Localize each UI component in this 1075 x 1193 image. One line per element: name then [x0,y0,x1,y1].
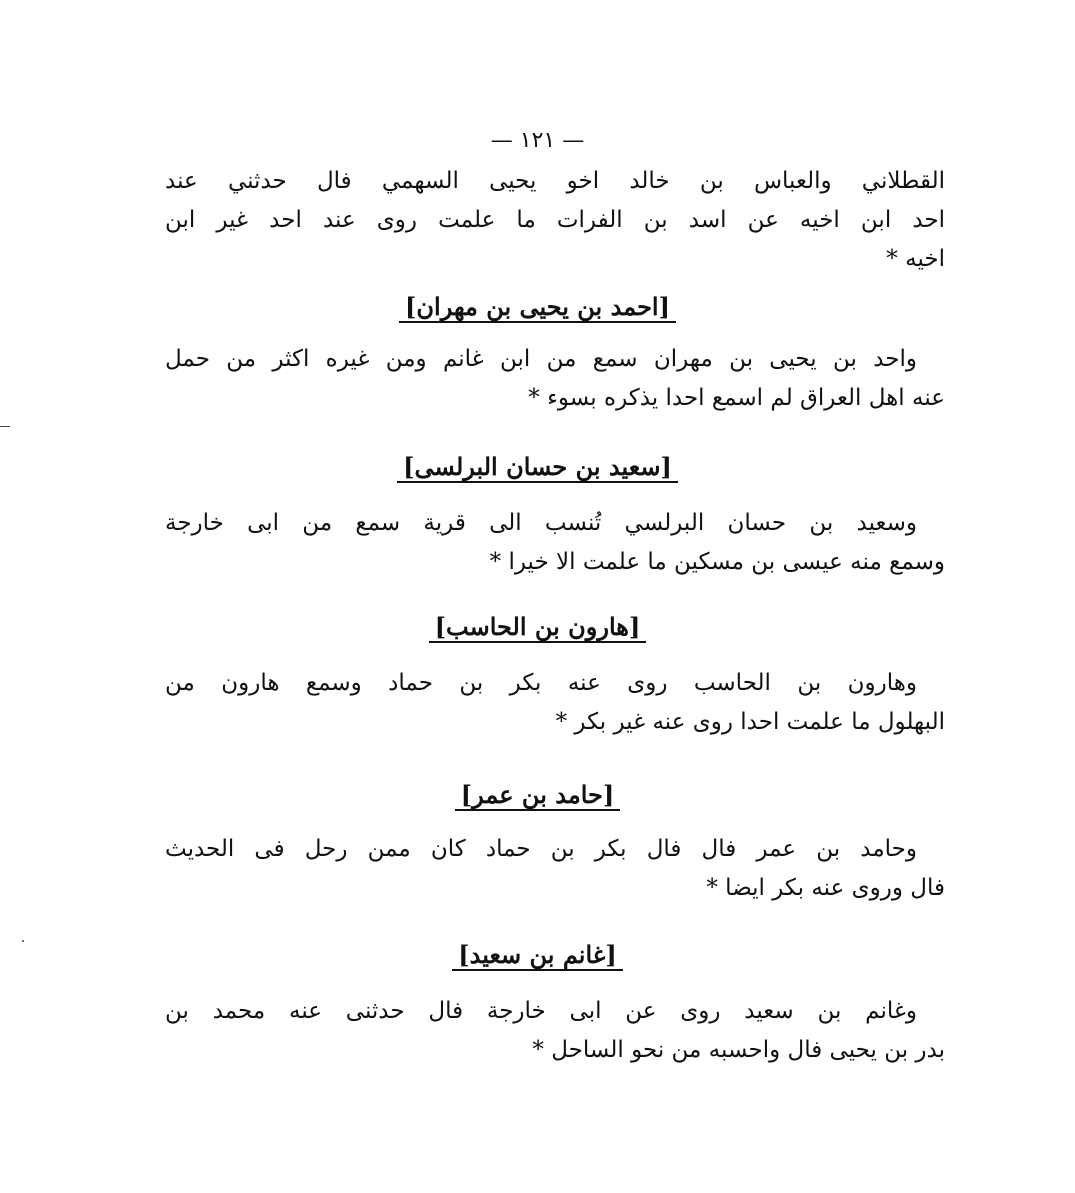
paragraph-line: وحامد بن عمر فال فال بكر بن حماد كان ممن رحل فى الحديث [165,836,917,862]
scan-artifact [0,426,10,427]
entry-heading [0,292,1075,323]
entry-heading-text: [حامد بن عمر] [455,780,620,811]
paragraph-line: وغانم بن سعيد روى عن ابى خارجة فال حدثنى عنه محمد بن [165,998,917,1024]
entry-heading [0,612,1075,643]
entry-heading-text: [هارون بن الحاسب] [429,612,647,643]
scan-artifact [22,940,24,942]
paragraph-line: بدر بن يحيى فال واحسبه من نحو الساحل * [532,1037,945,1063]
paragraph-line: احد ابن اخيه عن اسد بن الفرات ما علمت روى عند احد غير ابن [165,207,945,233]
entry-heading-text: [احمد بن يحيى بن مهران] [399,292,676,323]
paragraph-line: القطلاني والعباس بن خالد اخو يحيى السهمي فال حدثني عند [165,168,945,194]
page-number: — ١٢١ — [490,128,585,153]
entry-heading-text: [غانم بن سعيد] [452,940,622,971]
paragraph-line: عنه اهل العراق لم اسمع احدا يذكره بسوء * [528,385,945,411]
paragraph-line: اخيه * [886,246,945,272]
entry-heading [0,452,1075,483]
paragraph-line: وهارون بن الحاسب روى عنه بكر بن حماد وسمع هارون من [165,670,917,696]
paragraph-line: فال وروى عنه بكر ايضا * [706,875,945,901]
paragraph-line: وسمع منه عيسى بن مسكين ما علمت الا خيرا * [489,549,945,575]
paragraph-line: واحد بن يحيى بن مهران سمع من ابن غانم ومن غيره اكثر من حمل [165,346,917,372]
entry-heading [0,940,1075,971]
entry-heading [0,780,1075,811]
paragraph-line: البهلول ما علمت احدا روى عنه غير بكر * [555,709,945,735]
paragraph-line: وسعيد بن حسان البرلسي تُنسب الى قرية سمع من ابى خارجة [165,510,917,536]
entry-heading-text: [سعيد بن حسان البرلسى] [397,452,678,483]
